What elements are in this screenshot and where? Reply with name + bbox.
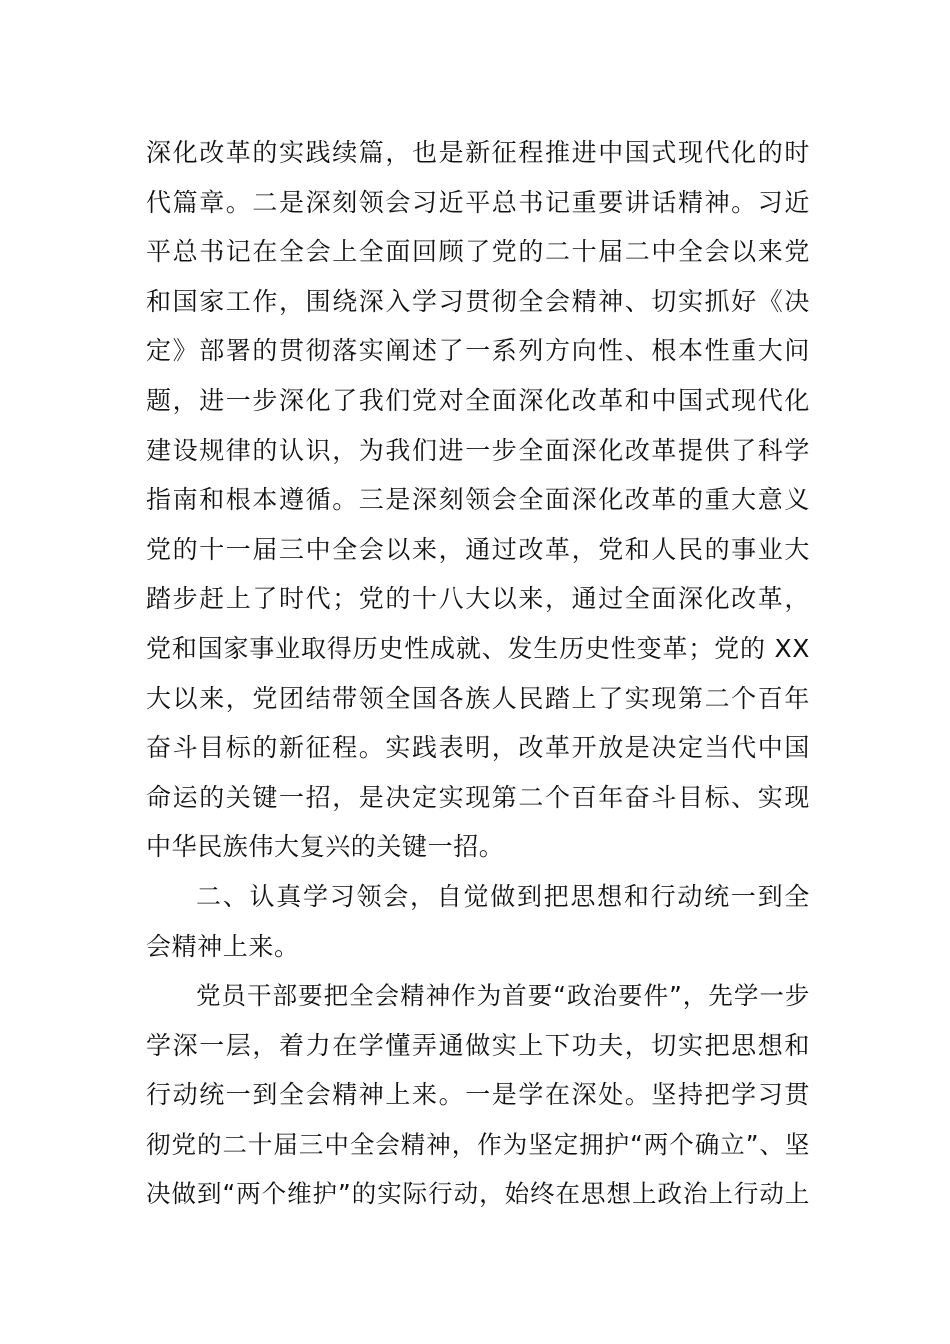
text-line: 指南和根本遵循。三是深刻领会全面深化改革的重大意义 — [146, 485, 810, 515]
text-line: 和国家工作，围绕深入学习贯彻全会精神、切实抓好《决 — [146, 286, 810, 316]
text-line: 党的十一届三中全会以来，通过改革，党和人民的事业大 — [146, 534, 810, 564]
text-line: 彻党的二十届三中全会精神，作为坚定拥护“两个确立”、坚 — [146, 1129, 810, 1159]
text-line: 奋斗目标的新征程。实践表明，改革开放是决定当代中国 — [146, 733, 810, 763]
text-line: 大以来，党团结带领全国各族人民踏上了实现第二个百年 — [146, 683, 810, 713]
text-line: 学深一层，着力在学懂弄通做实上下功夫，切实把思想和 — [146, 1030, 810, 1060]
text-line: 平总书记在全会上全面回顾了党的二十届二中全会以来党 — [146, 237, 810, 267]
text-line: 踏步赶上了时代；党的十八大以来，通过全面深化改革， — [146, 584, 810, 614]
text-line: 深化改革的实践续篇，也是新征程推进中国式现代化的时 — [146, 138, 810, 167]
text-line: 党和国家事业取得历史性成就、发生历史性变革；党的 XX — [146, 633, 810, 663]
text-line: 代篇章。二是深刻领会习近平总书记重要讲话精神。习近 — [146, 187, 810, 217]
text-line: 命运的关键一招，是决定实现第二个百年奋斗目标、实现 — [146, 782, 810, 812]
text-line: 会精神上来。 — [146, 931, 300, 961]
text-line: 定》部署的贯彻落实阐述了一系列方向性、根本性重大问 — [146, 336, 810, 366]
text-line: 党员干部要把全会精神作为首要“政治要件”，先学一步 — [196, 981, 810, 1011]
text-line: 行动统一到全会精神上来。一是学在深处。坚持把学习贯 — [146, 1080, 810, 1110]
text-line: 中华民族伟大复兴的关键一招。 — [146, 832, 505, 862]
text-line: 二、认真学习领会，自觉做到把思想和行动统一到全 — [196, 881, 810, 911]
text-line: 建设规律的认识，为我们进一步全面深化改革提供了科学 — [146, 435, 810, 465]
text-line: 题，进一步深化了我们党对全面深化改革和中国式现代化 — [146, 385, 810, 415]
document-body — [146, 128, 810, 1219]
text-line: 决做到“两个维护”的实际行动，始终在思想上政治上行动上 — [146, 1179, 810, 1209]
